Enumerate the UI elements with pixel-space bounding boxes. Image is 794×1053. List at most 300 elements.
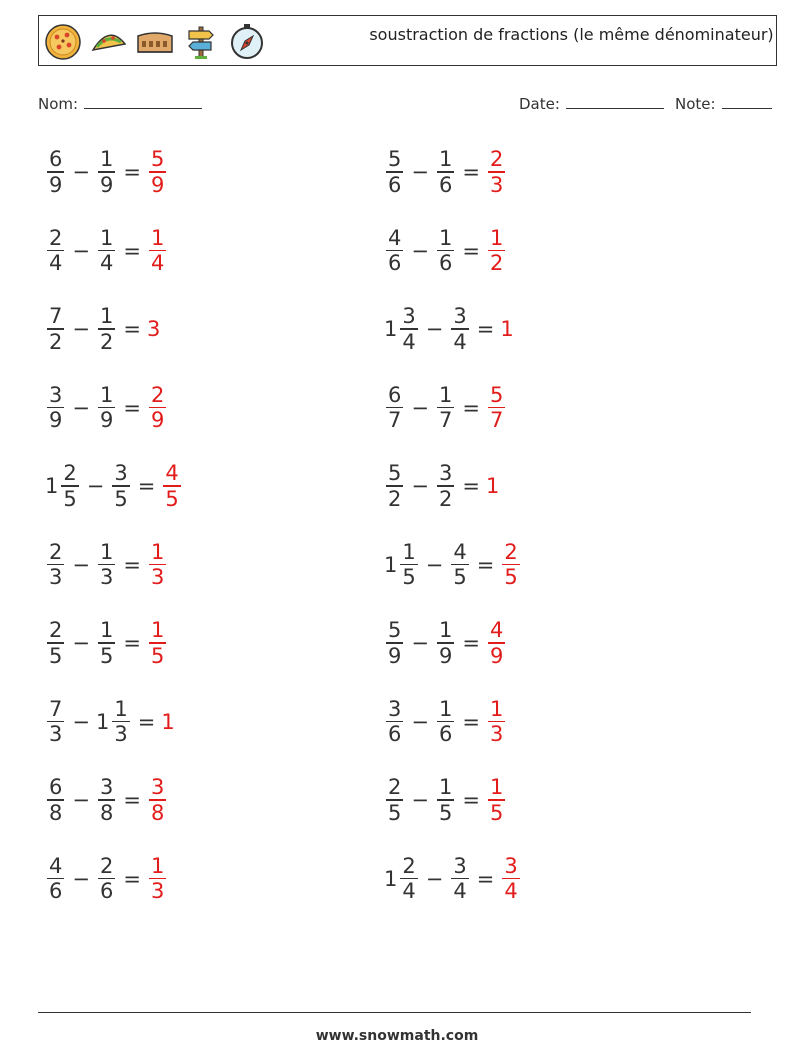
fraction [488, 383, 505, 433]
fraction [437, 618, 454, 668]
numerator: 1 [99, 382, 114, 407]
minuend [384, 383, 405, 433]
minus-sign: − [411, 474, 429, 498]
denominator: 4 [402, 879, 416, 904]
problem-row [45, 456, 183, 516]
fraction [98, 618, 115, 668]
subtrahend [96, 775, 117, 825]
whole-number: 1 [384, 866, 398, 891]
note-label: Note: [675, 95, 716, 113]
numerator: 1 [150, 853, 165, 878]
answer [486, 147, 507, 197]
denominator: 9 [49, 408, 63, 433]
answer [486, 383, 507, 433]
fraction [502, 854, 519, 904]
denominator: 6 [49, 879, 63, 904]
minuend [45, 304, 66, 354]
problem-row [384, 613, 507, 673]
whole-number: 3 [146, 317, 161, 341]
numerator: 3 [453, 853, 467, 878]
equals-sign: = [462, 160, 480, 184]
subtrahend [435, 147, 456, 197]
numerator: 4 [453, 539, 467, 564]
fraction [149, 147, 166, 197]
denominator: 9 [99, 408, 114, 433]
problem-row [45, 378, 168, 438]
fraction [437, 383, 454, 433]
fraction [437, 697, 454, 747]
minuend [45, 854, 66, 904]
denominator: 5 [165, 486, 179, 511]
fraction [488, 226, 505, 276]
numerator: 2 [402, 853, 416, 878]
fraction [386, 697, 403, 747]
fraction [400, 854, 417, 904]
numerator: 1 [489, 225, 504, 250]
answer [486, 226, 507, 276]
minuend [384, 147, 405, 197]
denominator: 3 [49, 565, 63, 590]
answer [486, 697, 507, 747]
fraction [47, 540, 64, 590]
minus-sign: − [72, 709, 90, 734]
numerator: 1 [489, 696, 504, 721]
numerator: 1 [489, 775, 504, 800]
answer [500, 317, 514, 341]
subtrahend [435, 697, 456, 747]
denominator: 7 [388, 408, 402, 433]
denominator: 6 [438, 172, 453, 197]
numerator: 3 [99, 775, 114, 800]
numerator: 1 [438, 618, 453, 643]
answer [147, 775, 168, 825]
fraction [149, 226, 166, 276]
fraction [149, 383, 166, 433]
fraction [386, 775, 403, 825]
fraction [149, 854, 166, 904]
problem-row [384, 221, 507, 281]
denominator: 2 [489, 251, 504, 276]
denominator: 9 [49, 172, 63, 197]
numerator: 1 [99, 147, 114, 172]
answer [486, 618, 507, 668]
subtrahend [449, 854, 470, 904]
denominator: 9 [99, 172, 114, 197]
numerator: 1 [99, 225, 114, 250]
answer [500, 854, 521, 904]
equals-sign: = [462, 631, 480, 655]
denominator: 5 [49, 643, 63, 668]
equals-sign: = [476, 866, 495, 891]
problem-row [384, 849, 522, 909]
subtrahend [435, 618, 456, 668]
numerator: 1 [438, 147, 453, 172]
fraction [386, 226, 403, 276]
problem-row [45, 142, 168, 202]
whole-number: 1 [500, 317, 514, 341]
answer [486, 474, 500, 498]
equals-sign: = [476, 552, 495, 577]
fraction [502, 540, 519, 590]
minus-sign: − [411, 160, 429, 184]
numerator: 3 [453, 304, 467, 329]
minus-sign: − [425, 866, 444, 891]
subtrahend [96, 304, 117, 354]
fraction [437, 461, 454, 511]
denominator: 3 [114, 722, 128, 747]
worksheet-title: soustraction de fractions (le même dénominateur) [369, 25, 774, 44]
fraction [47, 697, 64, 747]
fraction [61, 461, 78, 511]
minuend [45, 540, 66, 590]
fraction [488, 147, 505, 197]
denominator: 2 [99, 329, 114, 354]
equals-sign: = [462, 238, 480, 263]
fraction [98, 304, 115, 354]
fraction [163, 461, 180, 511]
subtrahend [96, 854, 117, 904]
numerator: 2 [49, 618, 63, 643]
subtrahend [449, 304, 470, 354]
answer [147, 618, 168, 668]
numerator: 5 [388, 618, 402, 643]
numerator: 6 [49, 147, 63, 172]
denominator: 3 [99, 565, 114, 590]
fraction [98, 854, 115, 904]
fraction [386, 383, 403, 433]
denominator: 5 [99, 643, 114, 668]
equals-sign: = [123, 160, 141, 184]
denominator: 4 [150, 251, 165, 276]
fraction [149, 775, 166, 825]
denominator: 7 [438, 408, 453, 433]
denominator: 5 [453, 565, 467, 590]
fraction [386, 618, 403, 668]
denominator: 3 [150, 879, 165, 904]
numerator: 1 [438, 225, 453, 250]
problem-row [45, 770, 168, 830]
fraction [149, 618, 166, 668]
minuend [384, 618, 405, 668]
footer-divider [38, 1012, 751, 1013]
equals-sign: = [123, 866, 141, 891]
equals-sign: = [462, 474, 480, 498]
denominator: 4 [453, 329, 467, 354]
problem-row [384, 692, 507, 752]
numerator: 3 [150, 775, 165, 800]
numerator: 1 [438, 382, 453, 407]
answer [147, 854, 168, 904]
numerator: 4 [489, 618, 504, 643]
answer [147, 147, 168, 197]
fraction [451, 304, 468, 354]
denominator: 5 [438, 800, 453, 825]
problem-row [45, 535, 168, 595]
minus-sign: − [72, 395, 90, 420]
numerator: 4 [388, 225, 402, 250]
denominator: 2 [388, 486, 402, 511]
whole-number: 1 [161, 709, 175, 734]
minus-sign: − [411, 788, 429, 812]
minus-sign: − [411, 631, 429, 655]
numerator: 4 [49, 853, 63, 878]
minuend [45, 383, 66, 433]
fraction [451, 854, 468, 904]
subtrahend [96, 383, 117, 433]
numerator: 1 [150, 539, 165, 564]
numerator: 1 [150, 618, 165, 643]
denominator: 9 [489, 643, 504, 668]
fraction [47, 854, 64, 904]
equals-sign: = [476, 317, 495, 341]
numerator: 1 [99, 618, 114, 643]
fraction [437, 147, 454, 197]
denominator: 8 [150, 800, 165, 825]
minuend [45, 775, 66, 825]
problem-row [384, 770, 507, 830]
minus-sign: − [411, 709, 429, 734]
minus-sign: − [411, 395, 429, 420]
subtrahend [435, 383, 456, 433]
minuend [45, 618, 66, 668]
fraction [98, 540, 115, 590]
denominator: 9 [150, 408, 165, 433]
equals-sign: = [462, 788, 480, 812]
numerator: 3 [504, 853, 518, 878]
minus-sign: − [72, 788, 90, 812]
problem-row [384, 299, 515, 359]
fraction [386, 461, 403, 511]
denominator: 5 [63, 486, 77, 511]
whole-number: 1 [45, 474, 59, 498]
fraction [98, 775, 115, 825]
problem-row [45, 299, 161, 359]
subtrahend [96, 697, 132, 747]
numerator: 2 [49, 225, 63, 250]
minus-sign: − [425, 552, 444, 577]
numerator: 1 [150, 225, 165, 250]
equals-sign: = [462, 395, 480, 420]
minus-sign: − [72, 866, 90, 891]
numerator: 1 [99, 304, 114, 329]
fraction [112, 697, 129, 747]
numerator: 4 [165, 461, 179, 486]
denominator: 5 [504, 565, 518, 590]
fraction [437, 226, 454, 276]
whole-number: 1 [384, 317, 398, 341]
fraction [47, 147, 64, 197]
minuend [45, 461, 81, 511]
numerator: 2 [99, 853, 114, 878]
denominator: 2 [438, 486, 453, 511]
denominator: 4 [99, 251, 114, 276]
answer [147, 226, 168, 276]
denominator: 3 [489, 172, 504, 197]
numerator: 1 [438, 696, 453, 721]
numerator: 1 [402, 539, 416, 564]
numerator: 2 [150, 382, 165, 407]
denominator: 4 [453, 879, 467, 904]
denominator: 5 [489, 800, 504, 825]
denominator: 3 [49, 722, 63, 747]
minuend [384, 226, 405, 276]
equals-sign: = [462, 709, 480, 734]
minus-sign: − [72, 552, 90, 577]
minus-sign: − [72, 631, 90, 655]
fraction [400, 304, 417, 354]
minuend [384, 775, 405, 825]
denominator: 2 [49, 329, 63, 354]
fraction [488, 697, 505, 747]
equals-sign: = [123, 317, 141, 341]
minus-sign: − [72, 317, 90, 341]
denominator: 8 [49, 800, 63, 825]
fraction [47, 383, 64, 433]
problem-row [384, 535, 522, 595]
numerator: 5 [388, 147, 402, 172]
date-label: Date: [519, 95, 560, 113]
minus-sign: − [72, 238, 90, 263]
numerator: 6 [49, 775, 63, 800]
answer [500, 540, 521, 590]
denominator: 4 [402, 329, 416, 354]
minuend [45, 226, 66, 276]
fraction [98, 383, 115, 433]
denominator: 9 [438, 643, 453, 668]
fraction [98, 226, 115, 276]
numerator: 3 [49, 382, 63, 407]
numerator: 3 [388, 696, 402, 721]
answer [147, 383, 168, 433]
denominator: 5 [150, 643, 165, 668]
fraction [47, 304, 64, 354]
answer [147, 317, 161, 341]
numerator: 2 [63, 461, 77, 486]
denominator: 6 [388, 722, 402, 747]
denominator: 5 [402, 565, 416, 590]
numerator: 5 [489, 382, 504, 407]
denominator: 6 [388, 251, 402, 276]
denominator: 6 [99, 879, 114, 904]
equals-sign: = [123, 238, 141, 263]
minuend [384, 854, 420, 904]
minus-sign: − [86, 474, 105, 498]
fraction [47, 226, 64, 276]
problem-row [45, 692, 176, 752]
whole-number: 1 [384, 552, 398, 577]
fraction [437, 775, 454, 825]
problem-row [384, 456, 500, 516]
subtrahend [435, 461, 456, 511]
minuend [45, 147, 66, 197]
subtrahend [435, 226, 456, 276]
subtrahend [96, 540, 117, 590]
subtrahend [96, 147, 117, 197]
answer [161, 461, 182, 511]
fraction [149, 540, 166, 590]
numerator: 7 [49, 304, 63, 329]
numerator: 1 [99, 539, 114, 564]
subtrahend [435, 775, 456, 825]
denominator: 7 [489, 408, 504, 433]
minuend [384, 304, 420, 354]
denominator: 9 [150, 172, 165, 197]
equals-sign: = [137, 474, 156, 498]
numerator: 2 [388, 775, 402, 800]
denominator: 8 [99, 800, 114, 825]
subtrahend [110, 461, 131, 511]
denominator: 5 [388, 800, 402, 825]
subtrahend [449, 540, 470, 590]
subtrahend [96, 618, 117, 668]
denominator: 6 [438, 251, 453, 276]
equals-sign: = [123, 552, 141, 577]
answer [161, 710, 175, 734]
problem-row [45, 221, 168, 281]
minuend [384, 461, 405, 511]
problem-row [45, 849, 168, 909]
fraction [98, 147, 115, 197]
footer-url: www.snowmath.com [315, 1028, 479, 1044]
name-label: Nom: [38, 95, 79, 113]
numerator: 3 [402, 304, 416, 329]
numerator: 1 [438, 775, 453, 800]
subtrahend [96, 226, 117, 276]
denominator: 9 [388, 643, 402, 668]
minus-sign: − [425, 317, 444, 341]
denominator: 4 [49, 251, 63, 276]
minus-sign: − [411, 238, 429, 263]
equals-sign: = [137, 709, 156, 734]
fraction [488, 618, 505, 668]
answer [486, 775, 507, 825]
denominator: 3 [489, 722, 504, 747]
minuend [384, 697, 405, 747]
problem-row [384, 378, 507, 438]
minus-sign: − [72, 160, 90, 184]
numerator: 3 [438, 461, 453, 486]
answer [147, 540, 168, 590]
problem-row [384, 142, 507, 202]
numerator: 2 [504, 539, 518, 564]
equals-sign: = [123, 395, 141, 420]
fraction [488, 775, 505, 825]
fraction [47, 775, 64, 825]
numerator: 2 [489, 147, 504, 172]
problem-row [45, 613, 168, 673]
fraction [112, 461, 129, 511]
numerator: 5 [388, 461, 402, 486]
whole-number: 1 [485, 474, 500, 498]
numerator: 5 [150, 147, 165, 172]
numerator: 3 [114, 461, 128, 486]
fraction [451, 540, 468, 590]
denominator: 6 [438, 722, 453, 747]
numerator: 2 [49, 539, 63, 564]
equals-sign: = [123, 788, 141, 812]
denominator: 3 [150, 565, 165, 590]
fraction [47, 618, 64, 668]
numerator: 6 [388, 382, 402, 407]
denominator: 4 [504, 879, 518, 904]
numerator: 1 [114, 696, 128, 721]
fraction [386, 147, 403, 197]
equals-sign: = [123, 631, 141, 655]
whole-number: 1 [95, 709, 110, 734]
numerator: 7 [49, 696, 63, 721]
denominator: 6 [388, 172, 402, 197]
minuend [45, 697, 66, 747]
